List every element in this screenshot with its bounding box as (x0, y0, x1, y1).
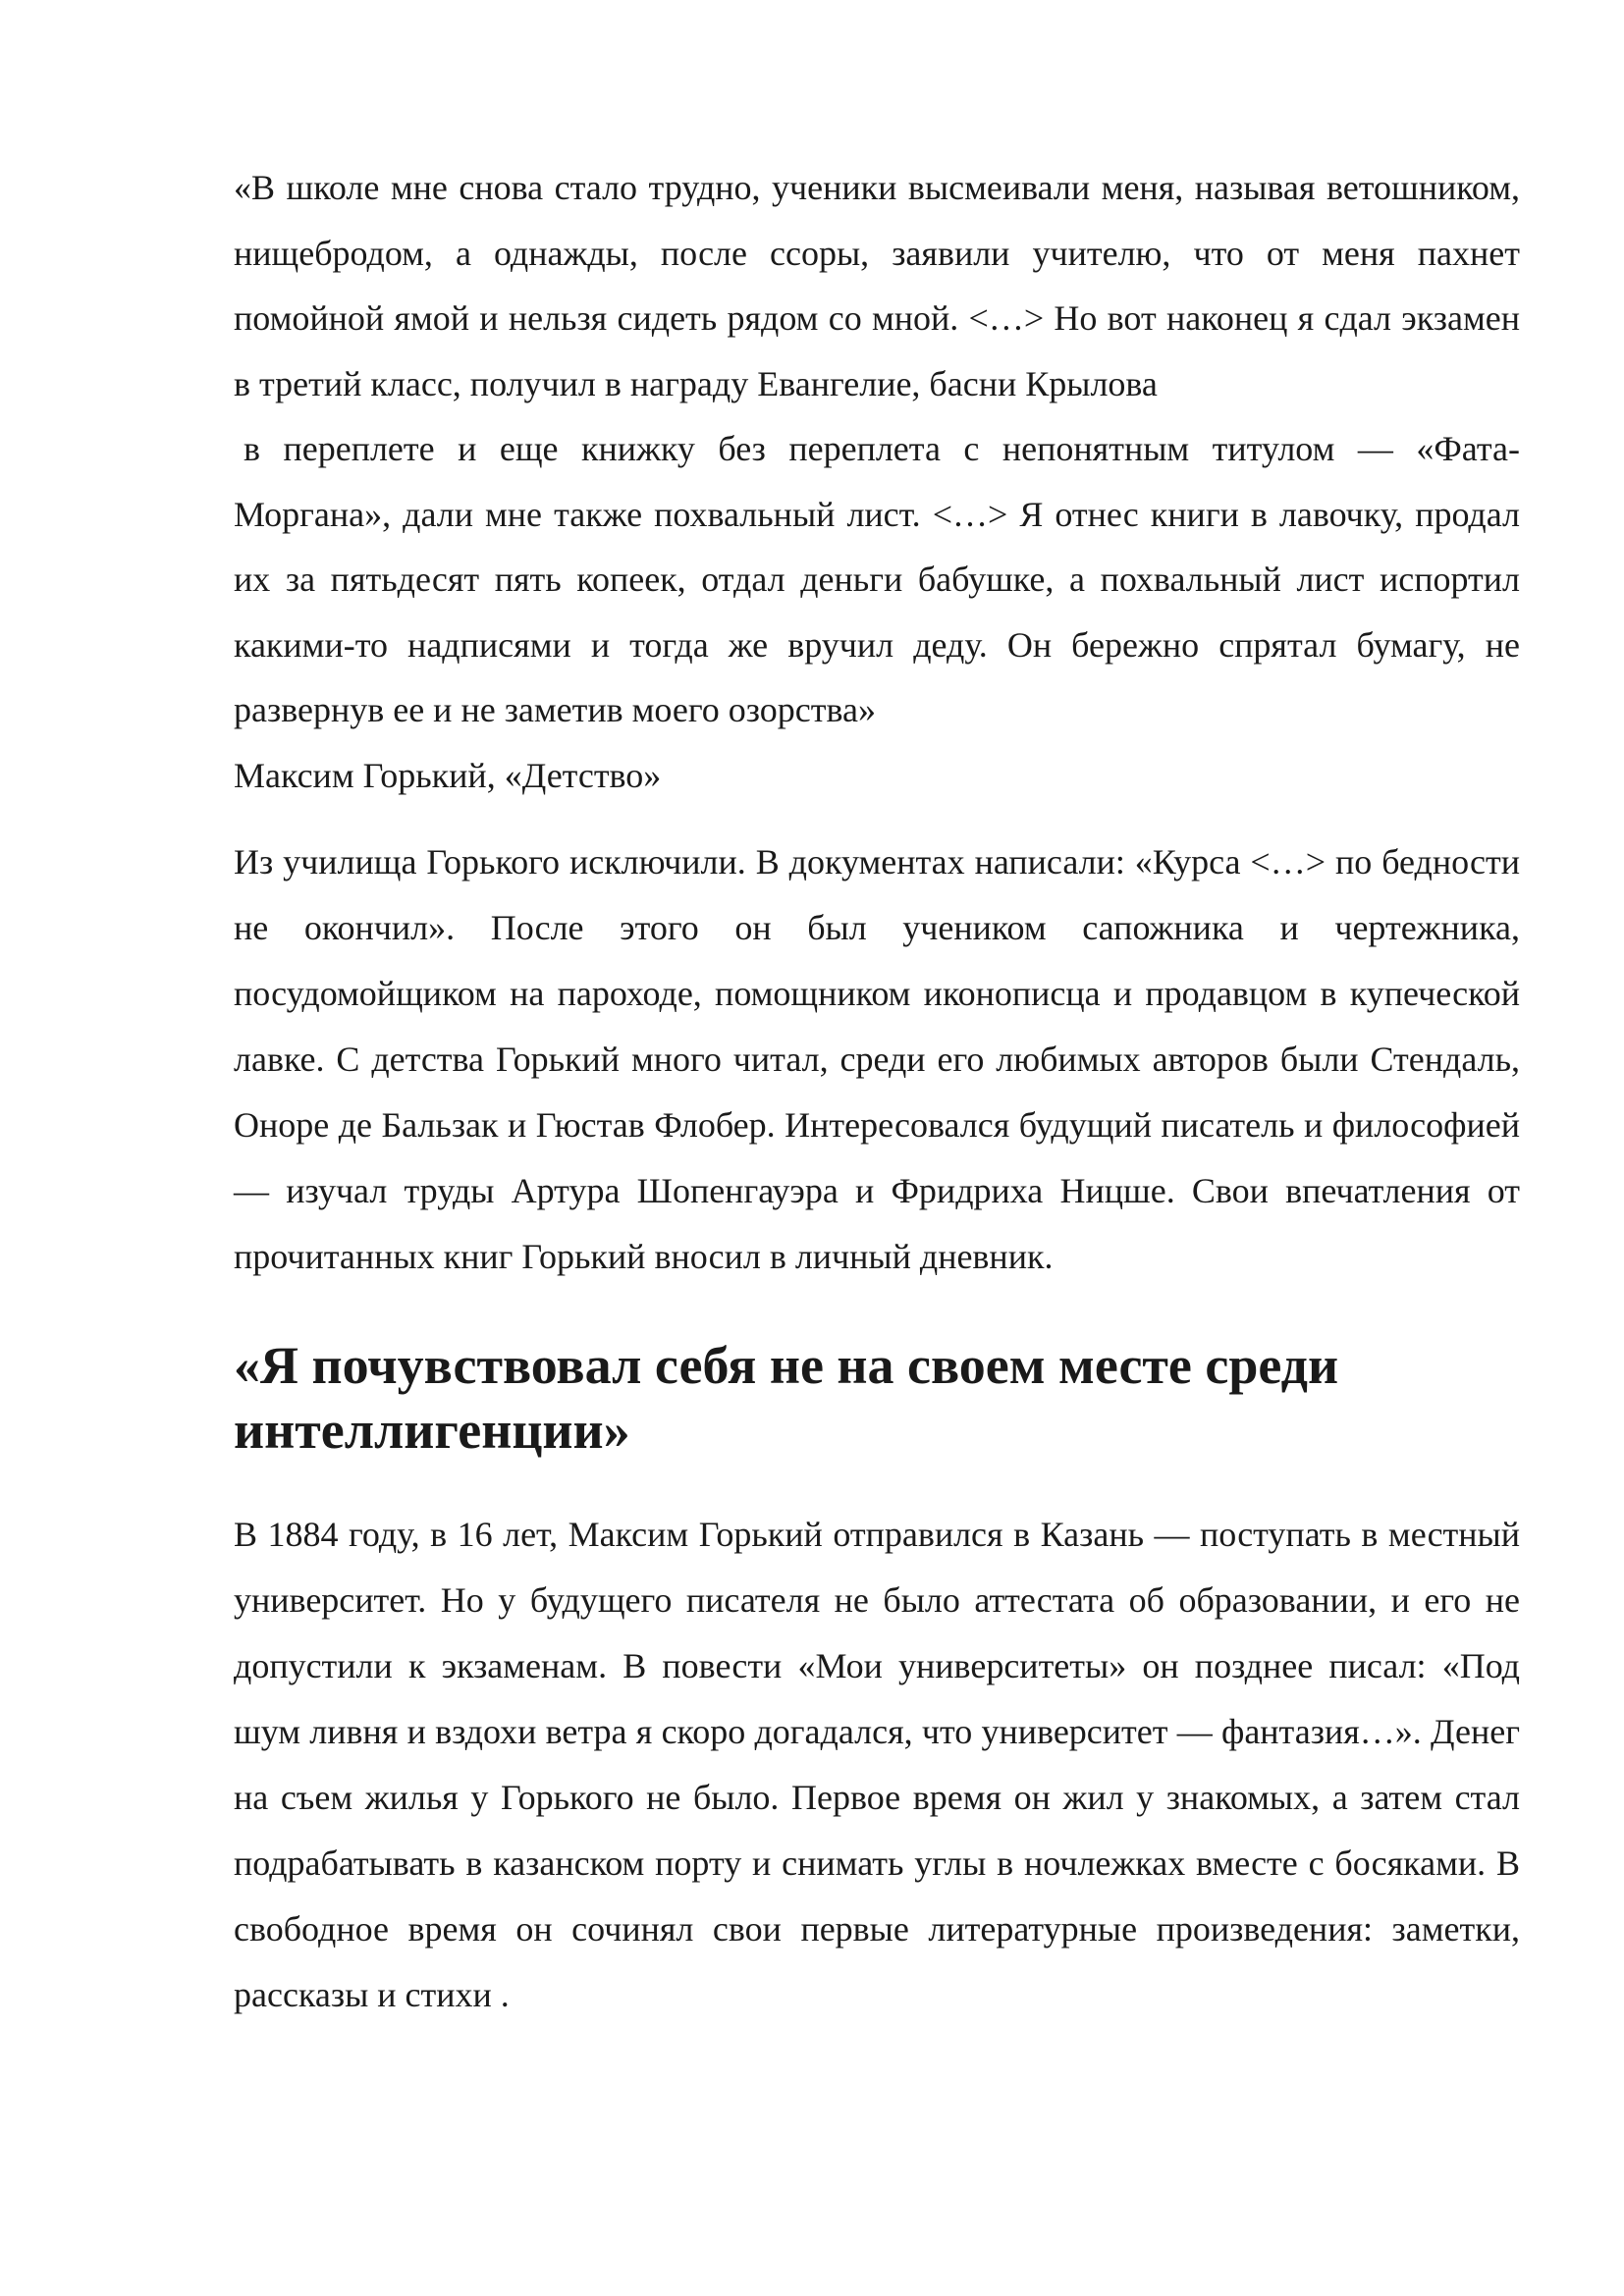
quote-part-1: «В школе мне снова стало трудно, ученики высмеивали меня, называя ветошником, нищебродом, а однажды, после ссоры, заявили учителю, что от меня пахнет помойной ямой и нельзя сидеть рядом со мной. <…> Но вот наконец я сдал экзамен в третий класс, получил в награду Евангелие, басни Крылова (234, 168, 1520, 403)
quote-block (234, 155, 1520, 808)
document-page (234, 155, 1520, 2028)
paragraph-1: Из училища Горького исключили. В документах написали: «Курса <…> по бедности не окончил». После этого он был учеником сапожника и чертежника, посудомойщиком на пароходе, помощником иконописца и продавцом в купеческой лавке. С детства Горький много читал, среди его любимых авторов были Стендаль, Оноре де Бальзак и Гюстав Флобер. Интересовался будущий писатель и философией — изучал труды Артура Шопенгауэра и Фридриха Ницше. Свои впечатления от прочитанных книг Горький вносил в личный дневник. (234, 842, 1520, 1276)
paragraph-2: В 1884 году, в 16 лет, Максим Горький отправился в Казань — поступать в местный университет. Но у будущего писателя не было аттестата об образовании, и его не допустили к экзаменам. В повести «Мои университеты» он позднее писал: «Под шум ливня и вздохи ветра я скоро догадался, что университет — фантазия…». Денег на съем жилья у Горького не было. Первое время он жил у знакомых, а затем стал подрабатывать в казанском порту и снимать углы в ночлежках вместе с босяками. В свободное время он сочинял свои первые литературные произведения: заметки, рассказы и стихи . (234, 1515, 1520, 2014)
quote-part-2: в переплете и еще книжку без переплета с непонятным титулом — «Фата-Моргана», дали мне также похвальный лист. <…> Я отнес книги в лавочку, продал их за пятьдесят пять копеек, отдал деньги бабушке, а похвальный лист испортил какими-то надписями и тогда же вручил деду. Он бережно спрятал бумагу, не развернув ее и не заметив моего озорства» (234, 429, 1520, 729)
quote-attribution: Максим Горький, «Детство» (234, 755, 662, 795)
section-heading: «Я почувствовал себя не на своем месте среди интеллигенции» (234, 1336, 1339, 1460)
